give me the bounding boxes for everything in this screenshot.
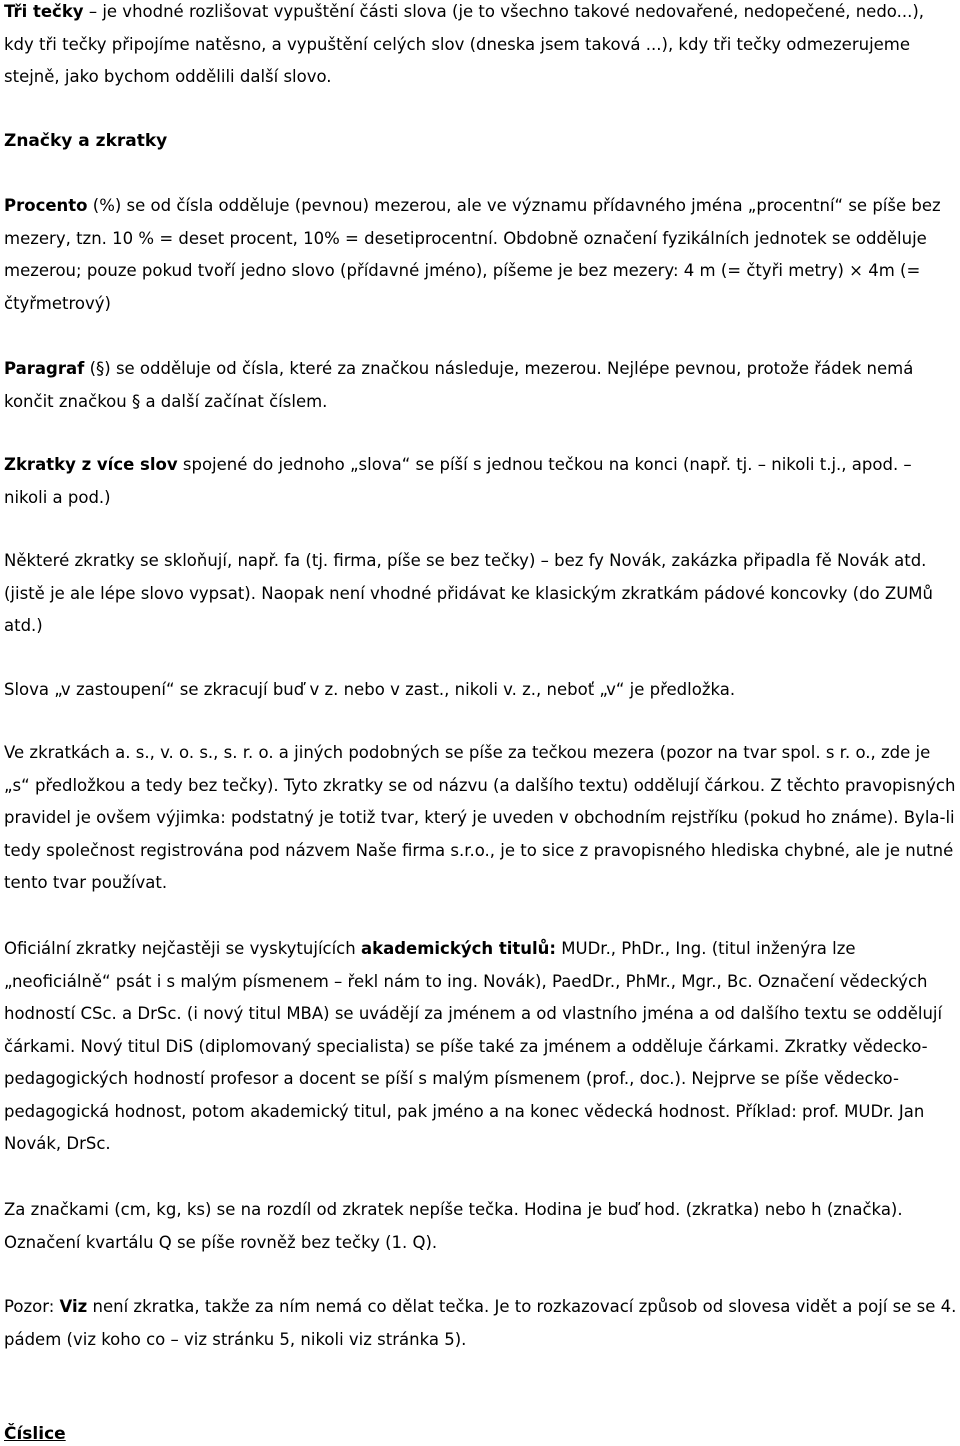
paragraph-text: Oficiální zkratky nejčastěji se vyskytujících [4, 939, 361, 958]
paragraph-text: – je vhodné rozlišovat vypuštění části slova (je to všechno takové nedovařené, nedopečené, nedo...), kdy tři tečky připojíme natěsno, a vypuštění celých slov (dneska jsem taková ...), kdy tři tečky odmezerujeme stejně, jako bychom oddělili další slovo. [4, 2, 925, 86]
term-zkratky-z-vice-slov: Zkratky z více slov [4, 455, 178, 474]
paragraph-akademicke-tituly [4, 933, 958, 1161]
paragraph-text: není zkratka, takže za ním nemá co dělat tečka. Je to rozkazovací způsob od slovesa vidět a pojí se se 4. pádem (viz koho co – viz stránku 5, nikoli viz stránka 5). [4, 1297, 957, 1349]
paragraph-obchodni-zkratky: Ve zkratkách a. s., v. o. s., s. r. o. a jiných podobných se píše za tečkou mezera (pozor na tvar spol. s r. o., zde je „s“ předložkou a tedy bez tečky). Tyto zkratky se od názvu (a dalšího textu) oddělují čárkou. Z těchto pravopisných pravidel je ovšem výjimka: podstatný je totiž tvar, který je uveden v obchodním rejstříku (pokud ho známe). Byla-li tedy společnost registrována pod názvem Naše firma s.r.o., je to sice z pravopisného hlediska chybné, ale je nutné tento tvar používat. [4, 743, 956, 892]
paragraph-paragraf [4, 353, 958, 418]
paragraph-sklonovani: Některé zkratky se skloňují, např. fa (tj. firma, píše se bez tečky) – bez fy Novák, zakázka připadla fě Novák atd. (jistě je ale lépe slovo vypsat). Naopak není vhodné přidávat ke klasickým zkratkám pádové koncovky (do ZUMů atd.) [4, 551, 933, 635]
paragraph-text: MUDr., PhDr., Ing. (titul inženýra lze „neoficiálně“ psát i s malým písmenem – řekl nám to ing. Novák), PaedDr., PhMr., Mgr., Bc. Označení vědeckých hodností CSc. a DrSc. (i nový titul MBA) se uvádějí za jménem a od vlastního jména a od dalšího textu se oddělují čárkami. Nový titul DiS (diplomovaný specialista) se píše také za jménem a odděluje čárkami. Zkratky vědecko-pedagogických hodností profesor a docent se píší s malým písmenem (prof., doc.). Nejprve se píše vědecko-pedagogická hodnost, potom akademický titul, pak jméno a na konec vědecká hodnost. Příklad: prof. MUDr. Jan Novák, DrSc. [4, 939, 943, 1153]
heading-znacky-a-zkratky: Značky a zkratky [4, 131, 168, 151]
paragraph-procento [4, 190, 958, 320]
term-viz: Viz [59, 1297, 88, 1316]
heading-cislice: Číslice [4, 1424, 66, 1444]
term-akademicke-tituly: akademických titulů: [360, 939, 557, 958]
term-paragraf: Paragraf [4, 359, 85, 378]
paragraph-text: spojené do jednoho „slova“ se píší s jednou tečkou na konci (např. tj. – nikoli t.j., apod. – nikoli a pod.) [4, 455, 912, 507]
term-procento: Procento [4, 196, 88, 215]
paragraph-tri-tecky [4, 0, 958, 94]
paragraph-znacky: Za značkami (cm, kg, ks) se na rozdíl od zkratek nepíše tečka. Hodina je buď hod. (zkratka) nebo h (značka). Označení kvartálu Q se píše rovněž bez tečky (1. Q). [4, 1200, 903, 1252]
paragraph-viz [4, 1291, 958, 1356]
paragraph-text: (%) se od čísla odděluje (pevnou) mezerou, ale ve významu přídavného jména „procentní“ se píše bez mezery, tzn. 10 % = deset procent, 10% = desetiprocentní. Obdobně označení fyzikálních jednotek se odděluje mezerou; pouze pokud tvoří jedno slovo (přídavné jméno), píšeme je bez mezery: 4 m (= čtyři metry) × 4m (= čtyřmetrový) [4, 196, 941, 313]
paragraph-text: Pozor: [4, 1297, 60, 1316]
paragraph-zkratky-z-vice-slov [4, 449, 958, 514]
term-tri-tecky: Tři tečky [4, 2, 84, 21]
paragraph-v-zastoupeni: Slova „v zastoupení“ se zkracují buď v z. nebo v zast., nikoli v. z., neboť „v“ je předložka. [4, 680, 736, 699]
paragraph-text: (§) se odděluje od čísla, které za značkou následuje, mezerou. Nejlépe pevnou, protože řádek nemá končit značkou § a další začínat číslem. [4, 359, 914, 411]
